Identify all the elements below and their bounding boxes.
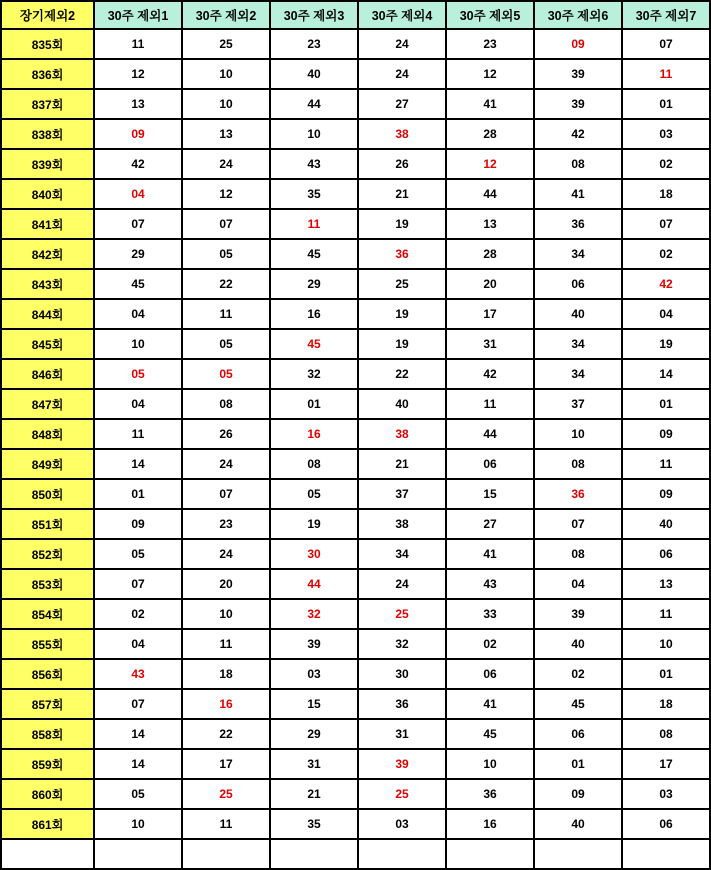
table-row	[1, 689, 710, 719]
number-cell: 25	[182, 779, 270, 809]
number-cell: 40	[534, 809, 622, 839]
number-cell: 14	[94, 449, 182, 479]
number-cell: 37	[534, 389, 622, 419]
number-cell: 44	[270, 569, 358, 599]
row-label: 841회	[1, 209, 94, 239]
number-cell: 45	[534, 689, 622, 719]
row-label: 857회	[1, 689, 94, 719]
footer-cell	[358, 839, 446, 869]
number-cell: 14	[622, 359, 710, 389]
number-cell: 07	[94, 569, 182, 599]
number-cell: 10	[446, 749, 534, 779]
number-cell: 22	[182, 719, 270, 749]
table-footer	[1, 839, 710, 869]
number-cell: 12	[182, 179, 270, 209]
table-row	[1, 389, 710, 419]
table-row	[1, 269, 710, 299]
number-cell: 02	[534, 659, 622, 689]
row-label: 839회	[1, 149, 94, 179]
number-cell: 15	[446, 479, 534, 509]
row-label: 849회	[1, 449, 94, 479]
number-cell: 09	[622, 419, 710, 449]
number-cell: 16	[182, 689, 270, 719]
footer-cell	[1, 839, 94, 869]
number-cell: 14	[94, 749, 182, 779]
number-cell: 11	[182, 299, 270, 329]
row-label: 848회	[1, 419, 94, 449]
row-label: 844회	[1, 299, 94, 329]
number-cell: 38	[358, 509, 446, 539]
number-cell: 24	[358, 59, 446, 89]
number-cell: 12	[94, 59, 182, 89]
number-cell: 34	[534, 239, 622, 269]
number-cell: 40	[534, 299, 622, 329]
number-cell: 24	[182, 449, 270, 479]
number-cell: 24	[182, 539, 270, 569]
number-cell: 36	[534, 479, 622, 509]
number-cell: 15	[270, 689, 358, 719]
number-cell: 06	[622, 809, 710, 839]
number-cell: 34	[534, 359, 622, 389]
number-cell: 44	[446, 179, 534, 209]
footer-cell	[622, 839, 710, 869]
number-cell: 07	[534, 509, 622, 539]
row-label: 856회	[1, 659, 94, 689]
number-cell: 39	[534, 599, 622, 629]
number-cell: 03	[358, 809, 446, 839]
number-cell: 06	[534, 719, 622, 749]
number-cell: 30	[270, 539, 358, 569]
number-cell: 05	[94, 539, 182, 569]
number-cell: 18	[622, 689, 710, 719]
number-cell: 02	[622, 149, 710, 179]
number-cell: 42	[534, 119, 622, 149]
table-row	[1, 59, 710, 89]
number-cell: 10	[182, 599, 270, 629]
number-cell: 21	[358, 449, 446, 479]
number-cell: 31	[270, 749, 358, 779]
table-row	[1, 509, 710, 539]
number-cell: 45	[446, 719, 534, 749]
number-cell: 23	[182, 509, 270, 539]
number-cell: 04	[622, 299, 710, 329]
number-cell: 42	[94, 149, 182, 179]
number-cell: 31	[358, 719, 446, 749]
number-cell: 43	[446, 569, 534, 599]
number-cell: 19	[358, 209, 446, 239]
number-cell: 09	[622, 479, 710, 509]
number-cell: 04	[94, 299, 182, 329]
number-cell: 01	[622, 389, 710, 419]
number-cell: 34	[358, 539, 446, 569]
number-cell: 40	[534, 629, 622, 659]
number-cell: 13	[446, 209, 534, 239]
number-cell: 32	[358, 629, 446, 659]
number-cell: 25	[358, 779, 446, 809]
number-cell: 36	[358, 239, 446, 269]
number-cell: 08	[534, 149, 622, 179]
number-cell: 01	[94, 479, 182, 509]
number-cell: 35	[270, 179, 358, 209]
table-row	[1, 119, 710, 149]
number-cell: 29	[270, 269, 358, 299]
number-cell: 36	[534, 209, 622, 239]
table-row	[1, 749, 710, 779]
number-cell: 44	[270, 89, 358, 119]
number-cell: 08	[534, 449, 622, 479]
footer-row	[1, 839, 710, 869]
number-cell: 19	[358, 299, 446, 329]
number-cell: 01	[270, 389, 358, 419]
row-label: 851회	[1, 509, 94, 539]
number-cell: 27	[446, 509, 534, 539]
number-cell: 41	[446, 539, 534, 569]
column-header-3: 30주 제외3	[270, 1, 358, 29]
number-cell: 08	[182, 389, 270, 419]
number-cell: 17	[622, 749, 710, 779]
number-cell: 11	[446, 389, 534, 419]
number-cell: 11	[622, 59, 710, 89]
number-cell: 20	[446, 269, 534, 299]
number-cell: 32	[270, 359, 358, 389]
table-row	[1, 449, 710, 479]
number-cell: 38	[358, 119, 446, 149]
number-cell: 11	[182, 809, 270, 839]
number-cell: 10	[534, 419, 622, 449]
number-cell: 22	[182, 269, 270, 299]
number-cell: 26	[358, 149, 446, 179]
row-label: 847회	[1, 389, 94, 419]
number-cell: 06	[446, 659, 534, 689]
number-cell: 41	[446, 689, 534, 719]
number-cell: 39	[534, 59, 622, 89]
column-header-1: 30주 제외1	[94, 1, 182, 29]
number-cell: 29	[94, 239, 182, 269]
row-label: 855회	[1, 629, 94, 659]
footer-cell	[446, 839, 534, 869]
table-row	[1, 179, 710, 209]
number-cell: 05	[270, 479, 358, 509]
number-cell: 20	[182, 569, 270, 599]
number-cell: 26	[182, 419, 270, 449]
number-cell: 22	[358, 359, 446, 389]
number-cell: 13	[182, 119, 270, 149]
number-cell: 19	[270, 509, 358, 539]
number-cell: 41	[446, 89, 534, 119]
number-cell: 10	[622, 629, 710, 659]
number-cell: 21	[270, 779, 358, 809]
number-cell: 38	[358, 419, 446, 449]
table-row	[1, 359, 710, 389]
number-cell: 40	[270, 59, 358, 89]
number-cell: 18	[622, 179, 710, 209]
table-body	[1, 29, 710, 839]
number-cell: 11	[270, 209, 358, 239]
number-cell: 04	[534, 569, 622, 599]
number-cell: 13	[94, 89, 182, 119]
number-cell: 28	[446, 239, 534, 269]
number-cell: 11	[94, 419, 182, 449]
column-header-4: 30주 제외4	[358, 1, 446, 29]
number-cell: 08	[534, 539, 622, 569]
row-label: 845회	[1, 329, 94, 359]
number-cell: 44	[446, 419, 534, 449]
number-cell: 25	[358, 269, 446, 299]
number-cell: 30	[358, 659, 446, 689]
row-label: 846회	[1, 359, 94, 389]
footer-cell	[270, 839, 358, 869]
row-label: 852회	[1, 539, 94, 569]
number-cell: 09	[534, 29, 622, 59]
number-cell: 45	[270, 239, 358, 269]
number-cell: 19	[358, 329, 446, 359]
number-cell: 43	[270, 149, 358, 179]
number-cell: 09	[534, 779, 622, 809]
number-cell: 29	[270, 719, 358, 749]
row-label: 840회	[1, 179, 94, 209]
number-cell: 45	[94, 269, 182, 299]
row-label: 860회	[1, 779, 94, 809]
table-row	[1, 719, 710, 749]
number-cell: 14	[94, 719, 182, 749]
number-cell: 23	[270, 29, 358, 59]
row-label: 836회	[1, 59, 94, 89]
number-cell: 39	[358, 749, 446, 779]
number-cell: 02	[446, 629, 534, 659]
table-row	[1, 419, 710, 449]
number-cell: 10	[94, 329, 182, 359]
table-row	[1, 779, 710, 809]
number-cell: 06	[622, 539, 710, 569]
number-cell: 10	[94, 809, 182, 839]
number-cell: 21	[358, 179, 446, 209]
number-cell: 07	[622, 209, 710, 239]
number-cell: 16	[270, 419, 358, 449]
number-cell: 04	[94, 629, 182, 659]
table-row	[1, 299, 710, 329]
number-cell: 07	[94, 689, 182, 719]
number-cell: 33	[446, 599, 534, 629]
table-row	[1, 569, 710, 599]
number-cell: 05	[94, 359, 182, 389]
table-row	[1, 329, 710, 359]
number-cell: 19	[622, 329, 710, 359]
number-cell: 41	[534, 179, 622, 209]
column-header-7: 30주 제외7	[622, 1, 710, 29]
table-row	[1, 659, 710, 689]
row-label: 842회	[1, 239, 94, 269]
row-label: 858회	[1, 719, 94, 749]
number-cell: 04	[94, 389, 182, 419]
number-cell: 07	[182, 479, 270, 509]
number-cell: 35	[270, 809, 358, 839]
number-cell: 17	[446, 299, 534, 329]
footer-cell	[94, 839, 182, 869]
footer-cell	[182, 839, 270, 869]
row-label: 837회	[1, 89, 94, 119]
number-cell: 24	[182, 149, 270, 179]
number-cell: 12	[446, 59, 534, 89]
column-header-round: 장기제외2	[1, 1, 94, 29]
number-cell: 06	[446, 449, 534, 479]
number-cell: 07	[94, 209, 182, 239]
row-label: 838회	[1, 119, 94, 149]
number-cell: 39	[270, 629, 358, 659]
number-cell: 27	[358, 89, 446, 119]
number-cell: 11	[622, 449, 710, 479]
row-label: 854회	[1, 599, 94, 629]
row-label: 853회	[1, 569, 94, 599]
table-row	[1, 29, 710, 59]
number-cell: 01	[534, 749, 622, 779]
number-cell: 10	[270, 119, 358, 149]
number-cell: 03	[622, 779, 710, 809]
table-row	[1, 89, 710, 119]
number-cell: 24	[358, 569, 446, 599]
number-cell: 10	[182, 89, 270, 119]
number-cell: 17	[182, 749, 270, 779]
number-cell: 32	[270, 599, 358, 629]
number-cell: 37	[358, 479, 446, 509]
number-cell: 05	[94, 779, 182, 809]
table-row	[1, 479, 710, 509]
row-label: 843회	[1, 269, 94, 299]
number-cell: 02	[94, 599, 182, 629]
number-cell: 09	[94, 509, 182, 539]
number-cell: 08	[622, 719, 710, 749]
number-cell: 28	[446, 119, 534, 149]
number-cell: 36	[446, 779, 534, 809]
number-cell: 10	[182, 59, 270, 89]
table-row	[1, 149, 710, 179]
header-row	[1, 1, 710, 29]
number-cell: 07	[182, 209, 270, 239]
number-cell: 09	[94, 119, 182, 149]
number-cell: 25	[182, 29, 270, 59]
number-cell: 01	[622, 89, 710, 119]
number-cell: 02	[622, 239, 710, 269]
table-row	[1, 809, 710, 839]
footer-cell	[534, 839, 622, 869]
number-cell: 01	[622, 659, 710, 689]
number-cell: 42	[622, 269, 710, 299]
column-header-5: 30주 제외5	[446, 1, 534, 29]
column-header-2: 30주 제외2	[182, 1, 270, 29]
number-cell: 03	[270, 659, 358, 689]
number-cell: 34	[534, 329, 622, 359]
number-cell: 31	[446, 329, 534, 359]
column-header-6: 30주 제외6	[534, 1, 622, 29]
number-cell: 08	[270, 449, 358, 479]
number-cell: 07	[622, 29, 710, 59]
row-label: 850회	[1, 479, 94, 509]
number-cell: 05	[182, 329, 270, 359]
number-cell: 05	[182, 239, 270, 269]
number-cell: 11	[622, 599, 710, 629]
number-cell: 03	[622, 119, 710, 149]
table-header	[1, 1, 710, 29]
table-row	[1, 209, 710, 239]
number-cell: 05	[182, 359, 270, 389]
number-cell: 16	[270, 299, 358, 329]
row-label: 859회	[1, 749, 94, 779]
number-cell: 13	[622, 569, 710, 599]
number-cell: 45	[270, 329, 358, 359]
number-cell: 18	[182, 659, 270, 689]
table-row	[1, 599, 710, 629]
number-cell: 42	[446, 359, 534, 389]
row-label: 835회	[1, 29, 94, 59]
number-cell: 39	[534, 89, 622, 119]
table-row	[1, 629, 710, 659]
number-cell: 04	[94, 179, 182, 209]
number-cell: 12	[446, 149, 534, 179]
number-cell: 40	[358, 389, 446, 419]
number-cell: 11	[94, 29, 182, 59]
number-cell: 40	[622, 509, 710, 539]
number-cell: 25	[358, 599, 446, 629]
number-cell: 24	[358, 29, 446, 59]
table-row	[1, 239, 710, 269]
number-cell: 36	[358, 689, 446, 719]
table-row	[1, 539, 710, 569]
row-label: 861회	[1, 809, 94, 839]
number-cell: 23	[446, 29, 534, 59]
number-cell: 11	[182, 629, 270, 659]
number-cell: 16	[446, 809, 534, 839]
number-cell: 06	[534, 269, 622, 299]
number-cell: 43	[94, 659, 182, 689]
